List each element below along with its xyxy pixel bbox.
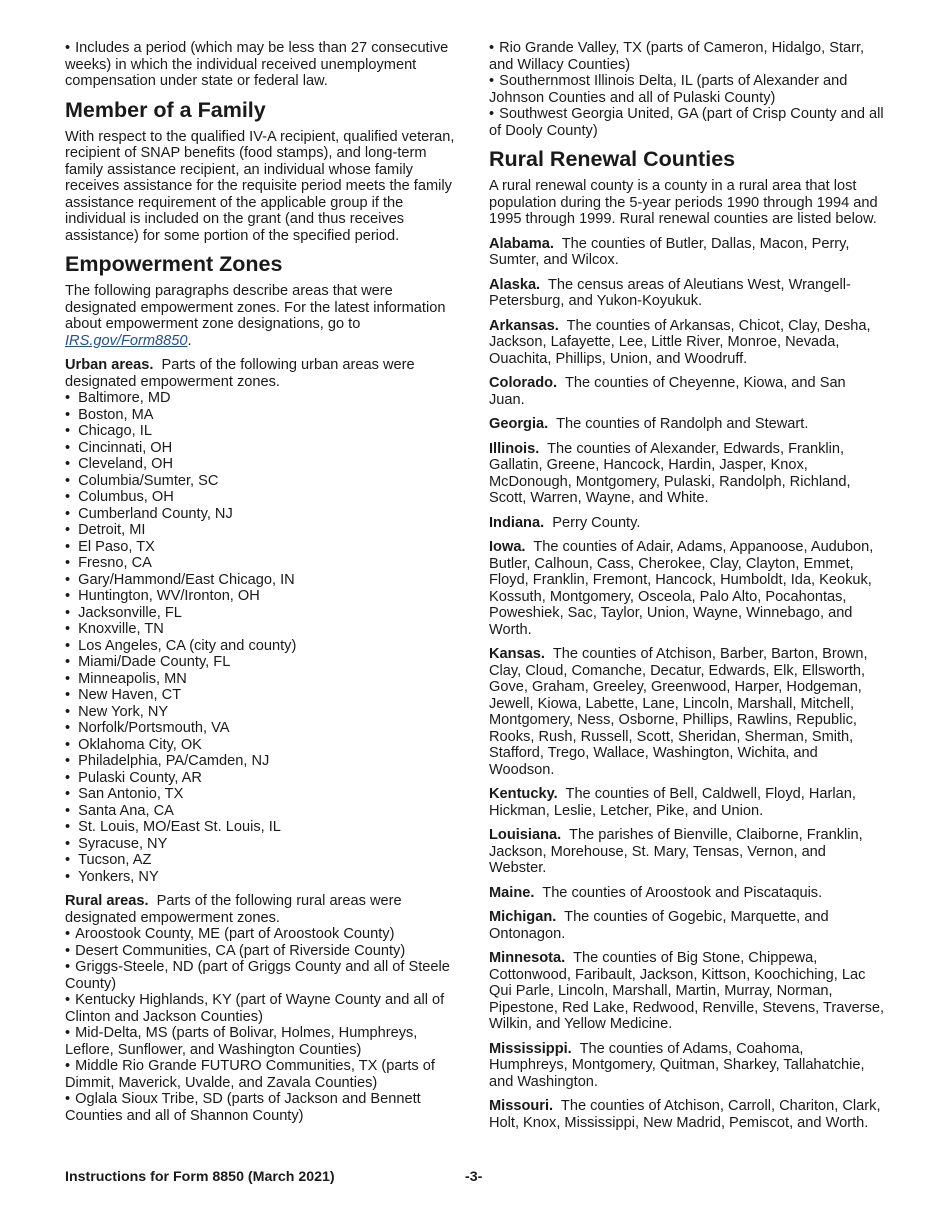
empowerment-zones-text: The following paragraphs describe areas that were designated empowerment zones. For the latest information about empowerment zone designations, go to — [65, 283, 446, 332]
footer-page-number: -3- — [465, 1169, 483, 1185]
member-of-family-heading: Member of a Family — [65, 97, 266, 122]
urban-area-item: • San Antonio, TX — [65, 786, 460, 803]
state-counties-text: The counties of Gogebic, Marquette, and Ontonagon. — [489, 909, 829, 942]
rural-renewal-counties-text: A rural renewal county is a county in a rural area that lost population during the 5-year periods 1990 through 1994 and 1995 through 1999. Rural renewal counties are listed below. — [489, 178, 878, 227]
state-counties-text: The counties of Butler, Dallas, Macon, Perry, Sumter, and Wilcox. — [489, 235, 850, 268]
rural-areas-lead: Rural areas. — [65, 893, 149, 909]
urban-area-item: • Fresno, CA — [65, 555, 460, 572]
state-name: Maine. — [489, 884, 535, 901]
state-name: Arkansas. — [489, 317, 559, 334]
urban-areas-text: Parts of the following urban areas were designated empowerment zones. — [65, 357, 415, 390]
state-entry — [489, 646, 885, 778]
state-name: Kentucky. — [489, 786, 558, 802]
member-of-family-text: With respect to the qualified IV-A recipient, qualified veteran, recipient of SNAP benefits (food stamps), and long-term family assistance recipient, an individual whose family receives assistance for the requisite period meets the family assistance requirement of the applicable group if the individual is included on the grant (and thus receives assistance) for some portion of the specified period. — [65, 128, 455, 244]
rural-areas-text: Parts of the following rural areas were designated empowerment zones. — [65, 893, 402, 926]
state-name: Michigan. — [489, 909, 557, 925]
state-name: Georgia. — [489, 416, 549, 432]
urban-area-item: • Columbia/Sumter, SC — [65, 473, 460, 490]
state-entry — [489, 827, 885, 877]
rural-area-item: • Rio Grande Valley, TX (parts of Cameron, Hidalgo, Starr, and Willacy Counties) — [489, 40, 885, 73]
state-name: Missouri. — [489, 1098, 554, 1114]
urban-area-item: • Knoxville, TN — [65, 621, 460, 638]
state-counties-text: The counties of Big Stone, Chippewa, Cottonwood, Faribault, Jackson, Kittson, Koochiching, Lac Qui Parle, Lincoln, Marshall, Martin, Murray, Norman, Pipestone, Red Lake, Redwood, Renville, Stevens, Traverse, Wilkin, and Yellow Medicine. — [489, 950, 885, 1032]
urban-area-item: • Columbus, OH — [65, 489, 460, 506]
empowerment-zones-intro — [65, 283, 460, 349]
state-name: Indiana. — [489, 514, 545, 531]
urban-area-item: • Miami/Dade County, FL — [65, 654, 460, 671]
urban-area-item: • Tucson, AZ — [65, 852, 460, 869]
state-entry — [489, 950, 885, 1033]
state-entry — [489, 909, 885, 942]
rural-area-item: • Griggs-Steele, ND (part of Griggs County and all of Steele County) — [65, 959, 460, 992]
state-name: Illinois. — [489, 440, 540, 457]
left-column — [65, 40, 460, 1132]
urban-areas-paragraph — [65, 357, 460, 390]
rural-area-item: • Kentucky Highlands, KY (part of Wayne County and all of Clinton and Jackson Counties) — [65, 992, 460, 1025]
urban-area-item: • Yonkers, NY — [65, 869, 460, 886]
urban-area-item: • Boston, MA — [65, 407, 460, 424]
empowerment-zones-heading: Empowerment Zones — [65, 252, 283, 276]
state-entry — [489, 318, 885, 368]
state-counties-text: Perry County. — [552, 514, 641, 531]
urban-area-item: • Cleveland, OH — [65, 456, 460, 473]
rural-area-item: • Southernmost Illinois Delta, IL (parts of Alexander and Johnson Counties and all of Pulaski County) — [489, 73, 885, 106]
state-counties-text: The counties of Randolph and Stewart. — [556, 416, 809, 432]
urban-area-item: • New York, NY — [65, 704, 460, 721]
urban-area-item: • St. Louis, MO/East St. Louis, IL — [65, 819, 460, 836]
urban-area-item: • Baltimore, MD — [65, 390, 460, 407]
rural-areas-list — [65, 926, 460, 1124]
urban-area-item: • Gary/Hammond/East Chicago, IN — [65, 572, 460, 589]
state-entry — [489, 416, 885, 433]
urban-area-item: • Pulaski County, AR — [65, 770, 460, 787]
rural-area-item: • Southwest Georgia United, GA (part of Crisp County and all of Dooly County) — [489, 106, 885, 139]
state-name: Colorado. — [489, 375, 558, 391]
state-counties-text: The counties of Cheyenne, Kiowa, and San Juan. — [489, 375, 846, 408]
urban-area-item: • New Haven, CT — [65, 687, 460, 704]
state-entry — [489, 1041, 885, 1091]
state-counties-text: The parishes of Bienville, Claiborne, Franklin, Jackson, Morehouse, St. Mary, Tensas, Vernon, and Webster. — [489, 827, 863, 876]
urban-area-item: • Huntington, WV/Ironton, OH — [65, 588, 460, 605]
state-entry — [489, 236, 885, 269]
state-counties-text: The counties of Adams, Coahoma, Humphreys, Montgomery, Quitman, Sharkey, Tallahatchie, and Washington. — [489, 1040, 865, 1090]
irs-form8850-link[interactable]: IRS.gov/Form8850 — [65, 332, 188, 349]
rural-areas-list-continued — [489, 40, 885, 139]
state-counties-text: The counties of Atchison, Barber, Barton, Brown, Clay, Cloud, Comanche, Decatur, Edwards, Elk, Ellsworth, Gove, Graham, Greeley, Greenwood, Harper, Hodgeman, Jewell, Kiowa, Labette, Lane, Lincoln, Marshall, Mitchell, Montgomery, Ness, Osborne, Phillips, Rawlins, Republic, Rooks, Rush, Russell, Scott, Sheridan, Sherman, Smith, Stafford, Trego, Wallace, Washington, Wichita, and Woodson. — [489, 646, 868, 778]
state-name: Mississippi. — [489, 1040, 572, 1057]
urban-area-item: • Norfolk/Portsmouth, VA — [65, 720, 460, 737]
state-counties-text: The counties of Bell, Caldwell, Floyd, Harlan, Hickman, Leslie, Letcher, Pike, and Union. — [489, 786, 856, 819]
state-entries — [489, 236, 885, 1132]
state-counties-text: The counties of Aroostook and Piscataquis. — [542, 884, 823, 901]
urban-area-item: • Santa Ana, CA — [65, 803, 460, 820]
state-entry — [489, 1098, 885, 1131]
urban-area-item: • El Paso, TX — [65, 539, 460, 556]
urban-area-item: • Oklahoma City, OK — [65, 737, 460, 754]
urban-areas-list — [65, 390, 460, 885]
state-counties-text: The counties of Adair, Adams, Appanoose, Audubon, Butler, Calhoun, Cass, Cherokee, Clay, Clayton, Emmet, Floyd, Franklin, Fremont, Hancock, Humboldt, Ida, Keokuk, Kossuth, Montgomery, Osceola, Palo Alto, Pocahontas, Poweshiek, Sac, Taylor, Union, Wayne, Winnebago, and Worth. — [489, 539, 874, 638]
state-name: Louisiana. — [489, 827, 562, 843]
rural-area-item: • Mid-Delta, MS (parts of Bolivar, Holmes, Humphreys, Leflore, Sunflower, and Washington Counties) — [65, 1025, 460, 1058]
empowerment-zones-period: . — [187, 332, 192, 349]
urban-area-item: • Syracuse, NY — [65, 836, 460, 853]
unemployment-bullet: • Includes a period (which may be less than 27 consecutive weeks) in which the individual received unemployment compensation under state or federal law. — [65, 40, 460, 90]
state-name: Alabama. — [489, 235, 554, 252]
footer-form-title: Instructions for Form 8850 (March 2021) — [65, 1169, 335, 1185]
state-name: Kansas. — [489, 646, 545, 662]
state-entry — [489, 885, 885, 902]
rural-area-item: • Oglala Sioux Tribe, SD (parts of Jackson and Bennett Counties and all of Shannon County) — [65, 1091, 460, 1124]
state-name: Iowa. — [489, 539, 526, 555]
state-entry — [489, 375, 885, 408]
rural-renewal-counties-heading: Rural Renewal Counties — [489, 147, 736, 171]
state-entry — [489, 515, 885, 532]
state-entry — [489, 786, 885, 819]
state-counties-text: The census areas of Aleutians West, Wrangell-Petersburg, and Yukon-Koyukuk. — [489, 276, 851, 309]
rural-area-item: • Middle Rio Grande FUTURO Communities, TX (parts of Dimmit, Maverick, Uvalde, and Zavala Counties) — [65, 1058, 460, 1091]
state-entry — [489, 277, 885, 310]
right-column — [489, 40, 885, 1139]
urban-area-item: • Jacksonville, FL — [65, 605, 460, 622]
urban-area-item: • Philadelphia, PA/Camden, NJ — [65, 753, 460, 770]
rural-area-item: • Aroostook County, ME (part of Aroostook County) — [65, 926, 460, 943]
urban-area-item: • Detroit, MI — [65, 522, 460, 539]
state-counties-text: The counties of Atchison, Carroll, Chariton, Clark, Holt, Knox, Mississippi, New Madrid, Pemiscot, and Worth. — [489, 1098, 881, 1131]
state-counties-text: The counties of Arkansas, Chicot, Clay, Desha, Jackson, Lafayette, Lee, Little River, Monroe, Nevada, Ouachita, Phillips, Union, and Woodruff. — [489, 317, 871, 367]
rural-area-item: • Desert Communities, CA (part of Riverside County) — [65, 943, 460, 960]
state-name: Minnesota. — [489, 950, 566, 966]
state-entry — [489, 539, 885, 638]
urban-area-item: • Minneapolis, MN — [65, 671, 460, 688]
state-entry — [489, 441, 885, 507]
urban-area-item: • Chicago, IL — [65, 423, 460, 440]
urban-areas-lead: Urban areas. — [65, 357, 154, 373]
urban-area-item: • Cumberland County, NJ — [65, 506, 460, 523]
rural-areas-paragraph — [65, 893, 460, 926]
urban-area-item: • Cincinnati, OH — [65, 440, 460, 457]
state-counties-text: The counties of Alexander, Edwards, Franklin, Gallatin, Greene, Hancock, Hardin, Jasper, Knox, McDonough, Montgomery, Pulaski, Randolph, Richland, Scott, Warren, Wayne, and White. — [489, 440, 851, 506]
urban-area-item: • Los Angeles, CA (city and county) — [65, 638, 460, 655]
state-name: Alaska. — [489, 276, 541, 293]
